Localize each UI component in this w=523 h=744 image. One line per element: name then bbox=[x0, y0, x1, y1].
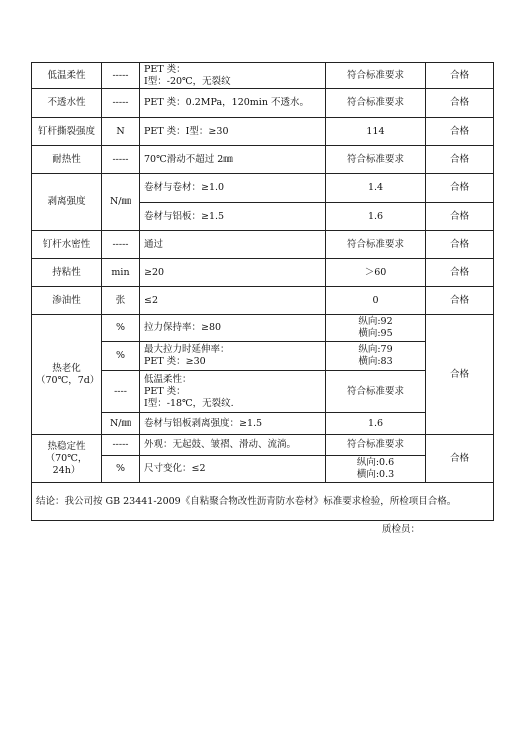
unit: ----- bbox=[102, 89, 140, 118]
item-name: 低温柔性 bbox=[32, 63, 102, 89]
table-row bbox=[32, 231, 494, 259]
table-row bbox=[32, 315, 494, 342]
requirement: 最大拉力时延伸率： PET 类：≥30 bbox=[140, 342, 326, 371]
requirement: 外观：无起鼓、皱褶、滑动、流淌。 bbox=[140, 435, 326, 456]
measured-value: 1.4 bbox=[326, 174, 426, 203]
result: 合格 bbox=[426, 174, 494, 203]
requirement: 卷材与铝板：≥1.5 bbox=[140, 203, 326, 231]
inspector-label: 质检员： bbox=[382, 524, 421, 535]
table-row bbox=[32, 371, 494, 413]
measured-value: 1.6 bbox=[326, 203, 426, 231]
item-name: 持粘性 bbox=[32, 259, 102, 287]
item-name: 耐热性 bbox=[32, 146, 102, 174]
result: 合格 bbox=[426, 315, 494, 435]
table-row bbox=[32, 413, 494, 435]
table-row bbox=[32, 174, 494, 203]
unit: % bbox=[102, 342, 140, 371]
requirement: PET 类：Ⅰ型：≥30 bbox=[140, 118, 326, 146]
measured-value: 114 bbox=[326, 118, 426, 146]
unit: N bbox=[102, 118, 140, 146]
result: 合格 bbox=[426, 118, 494, 146]
measured-value: 1.6 bbox=[326, 413, 426, 435]
unit: ----- bbox=[102, 435, 140, 456]
result: 合格 bbox=[426, 146, 494, 174]
table-row bbox=[32, 342, 494, 371]
table-row bbox=[32, 89, 494, 118]
requirement: 通过 bbox=[140, 231, 326, 259]
result: 合格 bbox=[426, 435, 494, 483]
unit: ----- bbox=[102, 63, 140, 89]
unit: min bbox=[102, 259, 140, 287]
measured-value: 符合标准要求 bbox=[326, 89, 426, 118]
requirement: 拉力保持率：≥80 bbox=[140, 315, 326, 342]
requirement: 尺寸变化：≤2 bbox=[140, 456, 326, 483]
requirement: 卷材与铝板剥离强度：≥1.5 bbox=[140, 413, 326, 435]
measured-value: 0 bbox=[326, 287, 426, 315]
unit: ----- bbox=[102, 146, 140, 174]
measured-value: 符合标准要求 bbox=[326, 371, 426, 413]
unit: % bbox=[102, 456, 140, 483]
requirement: PET 类：0.2MPa，120min 不透水。 bbox=[140, 89, 326, 118]
item-name: 热稳定性 （70℃，24h） bbox=[32, 435, 102, 483]
measured-value: 符合标准要求 bbox=[326, 63, 426, 89]
result: 合格 bbox=[426, 63, 494, 89]
measured-value: 纵向:79 横向:83 bbox=[326, 342, 426, 371]
table-row bbox=[32, 146, 494, 174]
item-name: 钉杆水密性 bbox=[32, 231, 102, 259]
item-name: 渗油性 bbox=[32, 287, 102, 315]
unit: N/㎜ bbox=[102, 174, 140, 231]
unit: N/㎜ bbox=[102, 413, 140, 435]
result: 合格 bbox=[426, 203, 494, 231]
requirement: 低温柔性： PET 类： Ⅰ型：-18℃，无裂纹. bbox=[140, 371, 326, 413]
item-name: 钉杆撕裂强度 bbox=[32, 118, 102, 146]
unit: % bbox=[102, 315, 140, 342]
requirement: ≥20 bbox=[140, 259, 326, 287]
conclusion-text: 结论：我公司按 GB 23441-2009《自粘聚合物改性沥青防水卷材》标准要求检验，所检项目合格。 bbox=[32, 483, 494, 521]
requirement: PET 类： Ⅰ型：-20℃，无裂纹 bbox=[140, 63, 326, 89]
table-row bbox=[32, 259, 494, 287]
measured-value: 符合标准要求 bbox=[326, 146, 426, 174]
unit: ----- bbox=[102, 231, 140, 259]
table-row bbox=[32, 63, 494, 89]
item-name: 热老化 （70℃，7d） bbox=[32, 315, 102, 435]
table-row bbox=[32, 118, 494, 146]
measured-value: 符合标准要求 bbox=[326, 435, 426, 456]
measured-value: 纵向:92 横向:95 bbox=[326, 315, 426, 342]
table-row bbox=[32, 435, 494, 456]
result: 合格 bbox=[426, 287, 494, 315]
table-row bbox=[32, 456, 494, 483]
measured-value: 纵向:0.6 横向:0.3 bbox=[326, 456, 426, 483]
measured-value: 符合标准要求 bbox=[326, 231, 426, 259]
requirement: ≤2 bbox=[140, 287, 326, 315]
unit: ---- bbox=[102, 371, 140, 413]
item-name: 不透水性 bbox=[32, 89, 102, 118]
item-name: 剥离强度 bbox=[32, 174, 102, 231]
unit: 张 bbox=[102, 287, 140, 315]
test-results-table bbox=[31, 62, 494, 521]
measured-value: ＞60 bbox=[326, 259, 426, 287]
requirement: 70℃滑动不超过 2㎜ bbox=[140, 146, 326, 174]
result: 合格 bbox=[426, 259, 494, 287]
table-row bbox=[32, 287, 494, 315]
conclusion-row bbox=[32, 483, 494, 521]
result: 合格 bbox=[426, 89, 494, 118]
result: 合格 bbox=[426, 231, 494, 259]
requirement: 卷材与卷材：≥1.0 bbox=[140, 174, 326, 203]
